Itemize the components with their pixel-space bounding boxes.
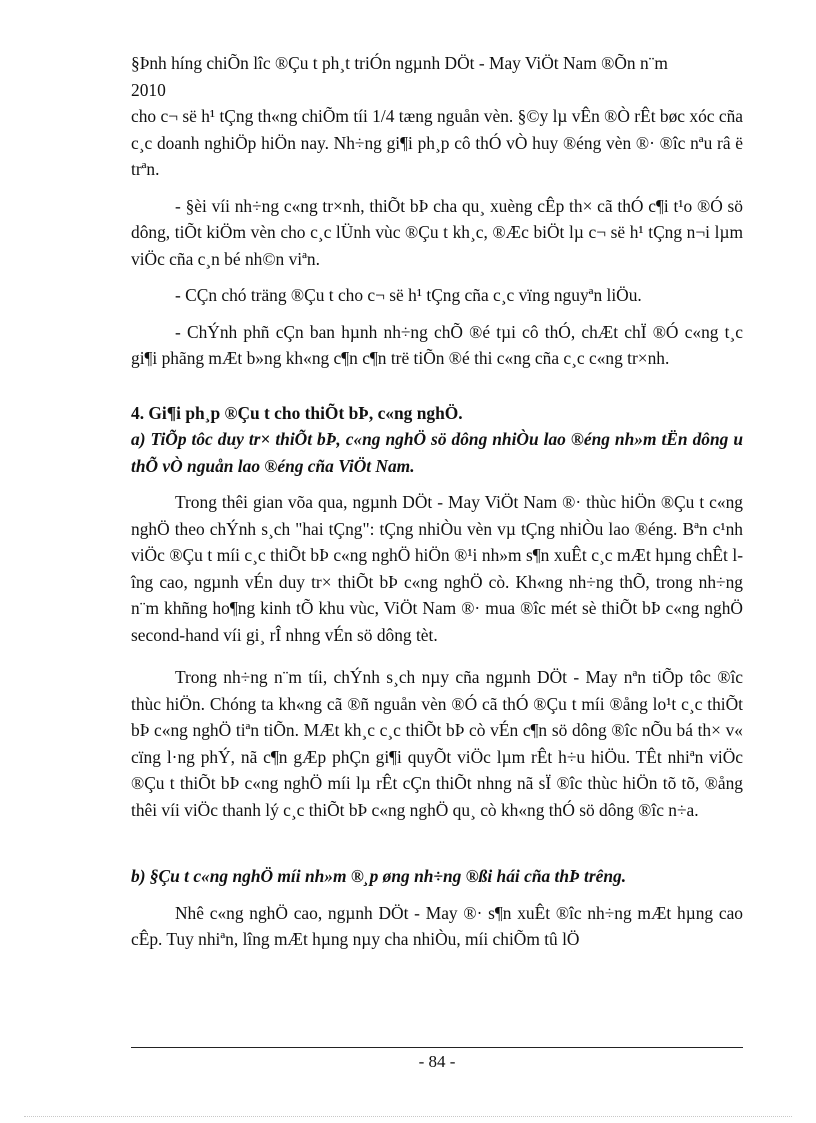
strategy-title-text: §Þnh híng chiÕn lîc ®Çu t ph¸t triÓn ngµnh DÖt - May ViÖt Nam ®Õn n¨m (131, 53, 668, 73)
bullet-material-regions: - CÇn chó träng ®Çu t cho c¬ së h¹ tÇng cña c¸c vïng nguyªn liÖu. (175, 285, 642, 305)
page-bottom-edge (24, 1116, 792, 1117)
page-number: - 84 - (418, 1052, 456, 1071)
paragraph-two-tier-policy: Trong thêi gian võa qua, ngµnh DÖt - May ViÖt Nam ®· thùc hiÖn ®Çu t c«ng nghÖ theo chÝnh s¸ch "hai tÇng": tÇng nhiÒu vèn vµ tÇng nhiÒu lao ®éng. Bªn c¹nh viÖc ®Çu t míi c¸c thiÕt bÞ c«ng nghÖ hiÖn ®¹i nh»m s¶n xuÊt c¸c mÆt hµng chÊt lîng cao, ngµnh vÉn duy tr× thiÕt bÞ c«ng nghÖ cò. Kh«ng nh÷ng thÕ, trong nh÷ng n¨m khñng ho¶ng kinh tÕ khu vùc, ViÖt Nam ®· mua ®îc mét sè thiÕt bÞ c«ng nghÖ second-hand víi gi¸ rÎ nhng vÉn sö dông tèt. (131, 492, 743, 645)
paragraph-future-policy: Trong nh÷ng n¨m tíi, chÝnh s¸ch nµy cña ngµnh DÖt - May nªn tiÕp tôc ®îc thùc hiÖn. Chóng ta kh«ng cã ®ñ nguån vèn ®Ó cã thÓ ®Çu t míi ®ång lo¹t c¸c thiÕt bÞ c«ng nghÖ tiªn tiÕn. MÆt kh¸c c¸c thiÕt bÞ cò vÉn c¶n sö dông ®îc nÕu bá th× v« cïng l·ng phÝ, nã c¶n gÆp phÇn gi¶i quyÕt viÖc lµm rÊt h÷u hiÖu. TÊt nhiªn viÖc ®Çu t thiÕt bÞ c«ng nghÖ míi lµ rÊt cÇn thiÕt nhng nã sÏ ®îc thùc hiÖn tõ tõ, ®ång thêi víi viÖc thanh lý c¸c thiÕt bÞ c«ng nghÖ qu¸ cò kh«ng thÓ sö dông ®îc n÷a. (131, 667, 743, 820)
subsection-a-heading: a) TiÕp tôc duy tr× thiÕt bÞ, c«ng nghÖ sö dông nhiÒu lao ®éng nh»m tËn dông u thÕ vÒ nguån lao ®éng cña ViÖt Nam. (131, 429, 743, 476)
page-body (131, 50, 743, 953)
footer-divider (131, 1047, 743, 1048)
paragraph-title-line (131, 50, 743, 103)
bullet-existing-equipment: - §èi víi nh÷ng c«ng tr×nh, thiÕt bÞ cha qu¸ xuèng cÊp th× cã thÓ c¶i t¹o ®Ó sö dông, tiÕt kiÖm vèn cho c¸c lÜnh vùc ®Çu t kh¸c, ®Æc biÖt lµ c¬ së h¹ tÇng n¬i lµm viÖc cña c¸n bé nh©n viªn. (131, 195, 743, 269)
paragraph-capital: cho c¬ së h¹ tÇng th«ng chiÕm tíi 1/4 tæng nguån vèn. §©y lµ vÊn ®Ò rÊt bøc xóc cña c¸c doanh nghiÖp hiÖn nay. Nh÷ng gi¶i ph¸p cô thÓ vÒ huy ®éng vèn ®· ®îc nªu râ ë trªn. (131, 106, 743, 179)
paragraph-high-tech: Nhê c«ng nghÖ cao, ngµnh DÖt - May ®· s¶n xuÊt ®îc nh÷ng mÆt hµng cao cÊp. Tuy nhiªn, lîng mÆt hµng nµy cha nhiÒu, míi chiÕm tû lÖ (131, 902, 743, 949)
subsection-b-heading: b) §Çu t c«ng nghÖ míi nh»m ®¸p øng nh÷ng ®ßi hái cña thÞ trêng. (131, 866, 627, 886)
strategy-title-year: 2010 (131, 79, 166, 100)
section-4-heading: 4. Gi¶i ph¸p ®Çu t cho thiÕt bÞ, c«ng nghÖ. (131, 402, 463, 423)
bullet-government-policy: - ChÝnh phñ cÇn ban hµnh nh÷ng chÕ ®é tµi cô thÓ, chÆt chÏ ®Ó c«ng t¸c gi¶i phãng mÆt b»ng kh«ng c¶n c¶n trë tiÕn ®é thi c«ng cña c¸c c«ng tr×nh. (131, 321, 743, 368)
